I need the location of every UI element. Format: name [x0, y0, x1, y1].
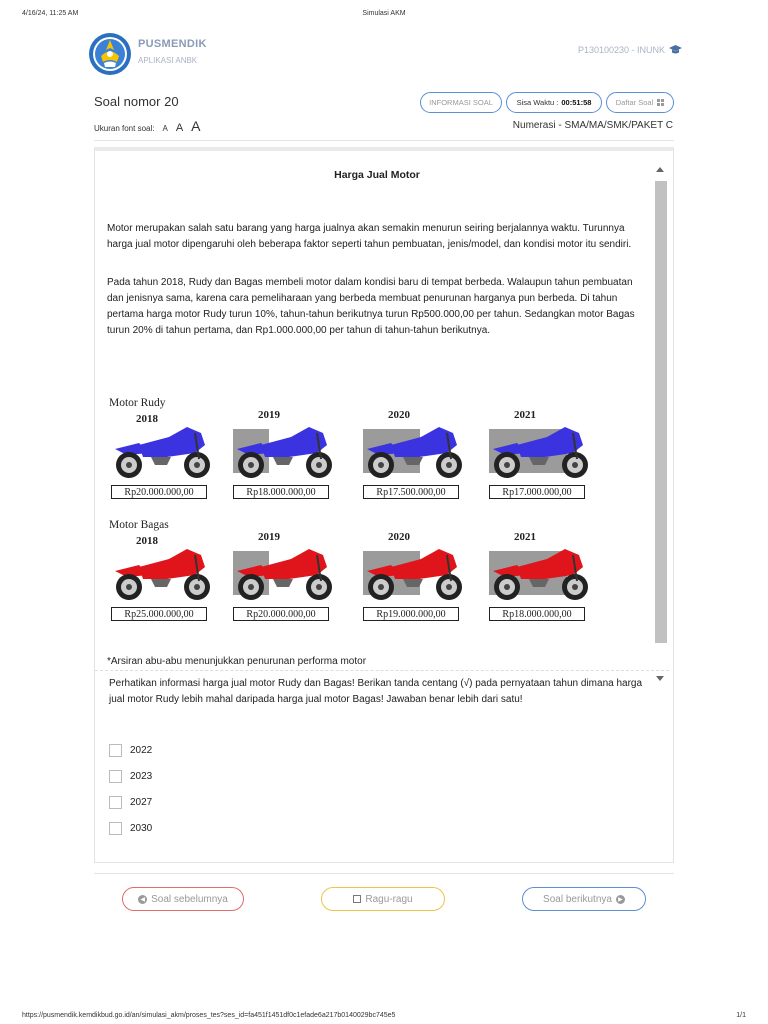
checkbox[interactable]	[109, 822, 122, 835]
question-category: Numerasi - SMA/MA/SMK/PAKET C	[512, 120, 673, 131]
rudy-year-label: 2021	[514, 409, 536, 421]
checkbox-icon	[353, 895, 361, 903]
print-title: Simulasi AKM	[362, 10, 406, 17]
question-list-label: Daftar Soal	[615, 98, 654, 107]
font-size-controls	[94, 118, 201, 134]
scrollbar-thumb[interactable]	[655, 181, 667, 643]
font-size-label: Ukuran font soal:	[94, 124, 155, 133]
timer-label: Sisa Waktu :	[516, 98, 559, 107]
bagas-price-box: Rp20.000.000,00	[233, 607, 329, 621]
font-medium-button[interactable]: A	[175, 122, 184, 134]
bagas-price-box: Rp18.000.000,00	[489, 607, 585, 621]
option-2[interactable]	[109, 770, 152, 783]
divider	[94, 140, 674, 141]
question-number: Soal nomor 20	[94, 94, 179, 109]
scroll-up-arrow-icon[interactable]	[656, 167, 664, 172]
grid-icon	[657, 99, 664, 106]
tut-wuri-handayani-logo-icon	[88, 32, 132, 76]
previous-question-label: Soal sebelumnya	[151, 893, 228, 905]
passage-title: Harga Jual Motor	[334, 169, 420, 181]
divider	[94, 873, 674, 874]
rudy-price-box: Rp17.500.000,00	[363, 485, 459, 499]
print-page-number: 1/1	[736, 1012, 746, 1019]
bagas-year-label: 2019	[258, 531, 280, 543]
font-small-button[interactable]: A	[162, 124, 168, 133]
font-large-button[interactable]: A	[191, 118, 201, 134]
option-label: 2022	[130, 745, 153, 756]
bagas-year-label: 2018	[136, 535, 158, 547]
passage-paragraph-1: Motor merupakan salah satu barang yang harga jualnya akan semakin menurun seiring berjalannya waktu. Turunnya harga jual motor dipengaruhi oleh beberapa faktor seperti tahun pembuatan, jenis/model, dan kondisi motor itu sendiri.	[107, 223, 632, 250]
arrow-right-icon: ▶	[616, 895, 625, 904]
timer-badge	[506, 92, 602, 113]
option-label: 2023	[130, 771, 153, 782]
rudy-motorcycle-image	[487, 423, 593, 481]
shading-note: *Arsiran abu-abu menunjukkan penurunan performa motor	[107, 656, 367, 667]
question-text: Perhatikan informasi harga jual motor Rudy dan Bagas! Berikan tanda centang (√) pada pernyataan tahun dimana harga jual motor Rudy lebih mahal daripada harga jual motor Bagas! Jawaban benar lebih dari satu!	[109, 678, 643, 705]
rudy-motorcycle-image	[231, 423, 337, 481]
brand-subtitle: APLIKASI ANBK	[138, 56, 198, 65]
checkbox[interactable]	[109, 744, 122, 757]
question-list-button[interactable]	[606, 92, 674, 113]
bagas-year-label: 2020	[388, 531, 410, 543]
doubtful-label: Ragu-ragu	[365, 893, 413, 905]
checkbox[interactable]	[109, 770, 122, 783]
checkbox[interactable]	[109, 796, 122, 809]
rudy-motorcycle-image	[109, 423, 215, 481]
brand-name: PUSMENDIK	[138, 38, 207, 50]
rudy-price-box: Rp18.000.000,00	[233, 485, 329, 499]
question-info-button[interactable]: INFORMASI SOAL	[420, 92, 502, 113]
user-info[interactable]	[578, 45, 682, 55]
bagas-motorcycle-image	[361, 545, 467, 603]
bagas-row-label: Motor Bagas	[109, 519, 169, 531]
option-label: 2027	[130, 797, 153, 808]
option-1[interactable]	[109, 744, 152, 757]
next-question-label: Soal berikutnya	[543, 893, 612, 905]
passage	[107, 167, 647, 361]
bagas-price-box: Rp19.000.000,00	[363, 607, 459, 621]
bagas-motorcycle-image	[109, 545, 215, 603]
doubtful-button[interactable]	[321, 887, 445, 911]
option-3[interactable]	[109, 796, 152, 809]
rudy-year-label: 2019	[258, 409, 280, 421]
user-label: P130100230 - INUNK	[577, 45, 665, 55]
print-url: https://pusmendik.kemdikbud.go.id/an/simulasi_akm/proses_tes?ses_id=fa451f1451df0c1efade6a217b0140029bc745e5	[22, 1012, 396, 1019]
next-question-button[interactable]	[522, 887, 646, 911]
question-panel	[94, 147, 674, 863]
motor-price-figure	[109, 397, 609, 637]
rudy-year-label: 2020	[388, 409, 410, 421]
timer-value: 00:51:58	[561, 98, 592, 107]
passage-scroll-area[interactable]	[95, 151, 669, 671]
bagas-price-box: Rp25.000.000,00	[111, 607, 207, 621]
brand	[138, 38, 207, 65]
option-4[interactable]	[109, 822, 152, 835]
bagas-motorcycle-image	[231, 545, 337, 603]
rudy-row-label: Motor Rudy	[109, 397, 166, 409]
passage-paragraph-2: Pada tahun 2018, Rudy dan Bagas membeli motor dalam kondisi baru di tempat berbeda. Walaupun tahun pembuatan dan jenisnya sama, karena cara pemeliharaan yang berbeda membuat penurunan harganya pun berbeda. Di tahun pertama harga motor Rudy turun 10%, tahun-tahun berikutnya turun Rp500.000,00 per tahun. Sedangkan motor Bagas turun 20% di tahun pertama, dan Rp1.000.000,00 per tahun di tahun-tahun berikutnya.	[107, 277, 635, 336]
arrow-left-icon: ◀	[138, 895, 147, 904]
previous-question-button[interactable]	[122, 887, 244, 911]
option-label: 2030	[130, 823, 153, 834]
rudy-price-box: Rp20.000.000,00	[111, 485, 207, 499]
graduation-cap-icon	[669, 45, 682, 55]
bagas-year-label: 2021	[514, 531, 536, 543]
rudy-motorcycle-image	[361, 423, 467, 481]
bagas-motorcycle-image	[487, 545, 593, 603]
passage-scrollbar[interactable]	[653, 167, 667, 681]
rudy-year-label: 2018	[136, 413, 158, 425]
rudy-price-box: Rp17.000.000,00	[489, 485, 585, 499]
print-datetime: 4/16/24, 11:25 AM	[22, 10, 79, 17]
